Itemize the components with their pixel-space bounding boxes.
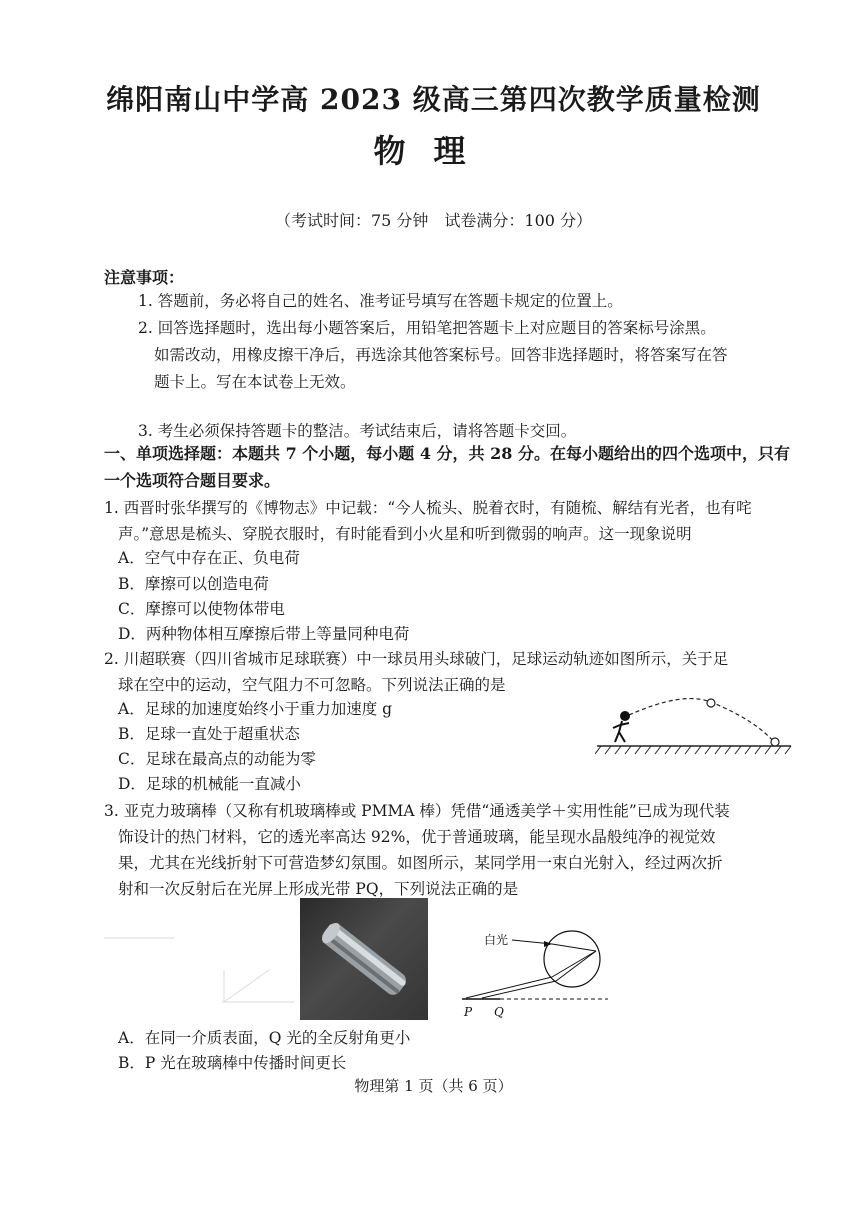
question-2-option-a: A．足球的加速度始终小于重力加速度 g <box>118 700 393 718</box>
section-heading-line: 一、单项选择题：本题共 7 个小题，每小题 4 分，共 28 分。在每小题给出的四个选项中，只有 <box>104 444 790 463</box>
question-2-option-c: C．足球在最高点的动能为零 <box>118 750 316 768</box>
page-footer: 物理第 1 页（共 6 页） <box>354 1077 513 1095</box>
note-item: 3. 考生必须保持答题卡的整洁。考试结束后，请将答题卡交回。 <box>138 422 577 440</box>
p-label: P <box>464 1005 473 1019</box>
stem-line: 1. 西晋时张华撰写的《博物志》中记载：“今人梳头、脱着衣时，有随梳、解结有光者，也有咤 <box>104 499 752 517</box>
acrylic-rod-photo <box>300 898 428 1020</box>
stem-line: 饰设计的热门材料，它的透光率高达 92%，优于普通玻璃，能呈现水晶般纯净的视觉效 <box>118 828 716 846</box>
subject-title: 物理 <box>373 132 494 170</box>
stem-line: 3. 亚克力玻璃棒（又称有机玻璃棒或 PMMA 棒）凭借“通透美学＋实用性能”已成为现代装 <box>104 802 730 820</box>
acrylic-rod-image <box>300 898 428 1020</box>
stem-line: 声。”意思是梳头、穿脱衣服时，有时能看到小火星和听到微弱的响声。这一现象说明 <box>118 525 692 543</box>
notes-title: 注意事项： <box>104 268 185 287</box>
exam-info: （考试时间：75 分钟 试卷满分：100 分） <box>274 211 593 230</box>
note-item: 题卡上。写在本试卷上无效。 <box>154 373 356 391</box>
white-light-label: 白光 <box>484 933 509 947</box>
q-label: Q <box>494 1005 504 1019</box>
question-1-stem <box>104 495 794 547</box>
optics-diagram <box>460 925 610 1020</box>
note-item: 如需改动，用橡皮擦干净后，再选涂其他答案标号。回答非选择题时，将答案写在答 <box>154 346 728 364</box>
question-1-option-d: D．两种物体相互摩擦后带上等量同种电荷 <box>118 625 410 643</box>
section-heading <box>104 440 794 494</box>
note-item: 1. 答题前，务必将自己的姓名、准考证号填写在答题卡规定的位置上。 <box>138 292 623 310</box>
stem-line: 果，尤其在光线折射下可营造梦幻氛围。如图所示，某同学用一束白光射入，经过两次折 <box>118 854 723 872</box>
stem-line: 球在空中的运动，空气阻力不可忽略。下列说法正确的是 <box>118 676 506 694</box>
football-trajectory-figure <box>595 690 795 765</box>
page-title: 绵阳南山中学高 2023 级高三第四次教学质量检测 <box>106 83 761 116</box>
question-1-option-a: A．空气中存在正、负电荷 <box>118 549 300 567</box>
faint-background-sketch <box>104 930 294 1010</box>
question-1-option-c: C．摩擦可以使物体带电 <box>118 600 285 618</box>
question-2-option-b: B．足球一直处于超重状态 <box>118 725 300 743</box>
stem-line: 射和一次反射后在光屏上形成光带 PQ，下列说法正确的是 <box>118 880 519 898</box>
section-heading-line: 一个选项符合题目要求。 <box>104 471 281 490</box>
question-1-option-b: B．摩擦可以创造电荷 <box>118 575 269 593</box>
note-item: 2. 回答选择题时，选出每小题答案后，用铅笔把答题卡上对应题目的答案标号涂黑。 <box>138 319 716 337</box>
question-3-option-a: A．在同一介质表面，Q 光的全反射角更小 <box>118 1029 411 1047</box>
question-2-option-d: D．足球的机械能一直减小 <box>118 775 301 793</box>
stem-line: 2. 川超联赛（四川省城市足球联赛）中一球员用头球破门，足球运动轨迹如图所示，关于足 <box>104 650 729 668</box>
question-3-option-b: B．P 光在玻璃棒中传播时间更长 <box>118 1054 347 1072</box>
question-3-stem <box>104 798 794 902</box>
